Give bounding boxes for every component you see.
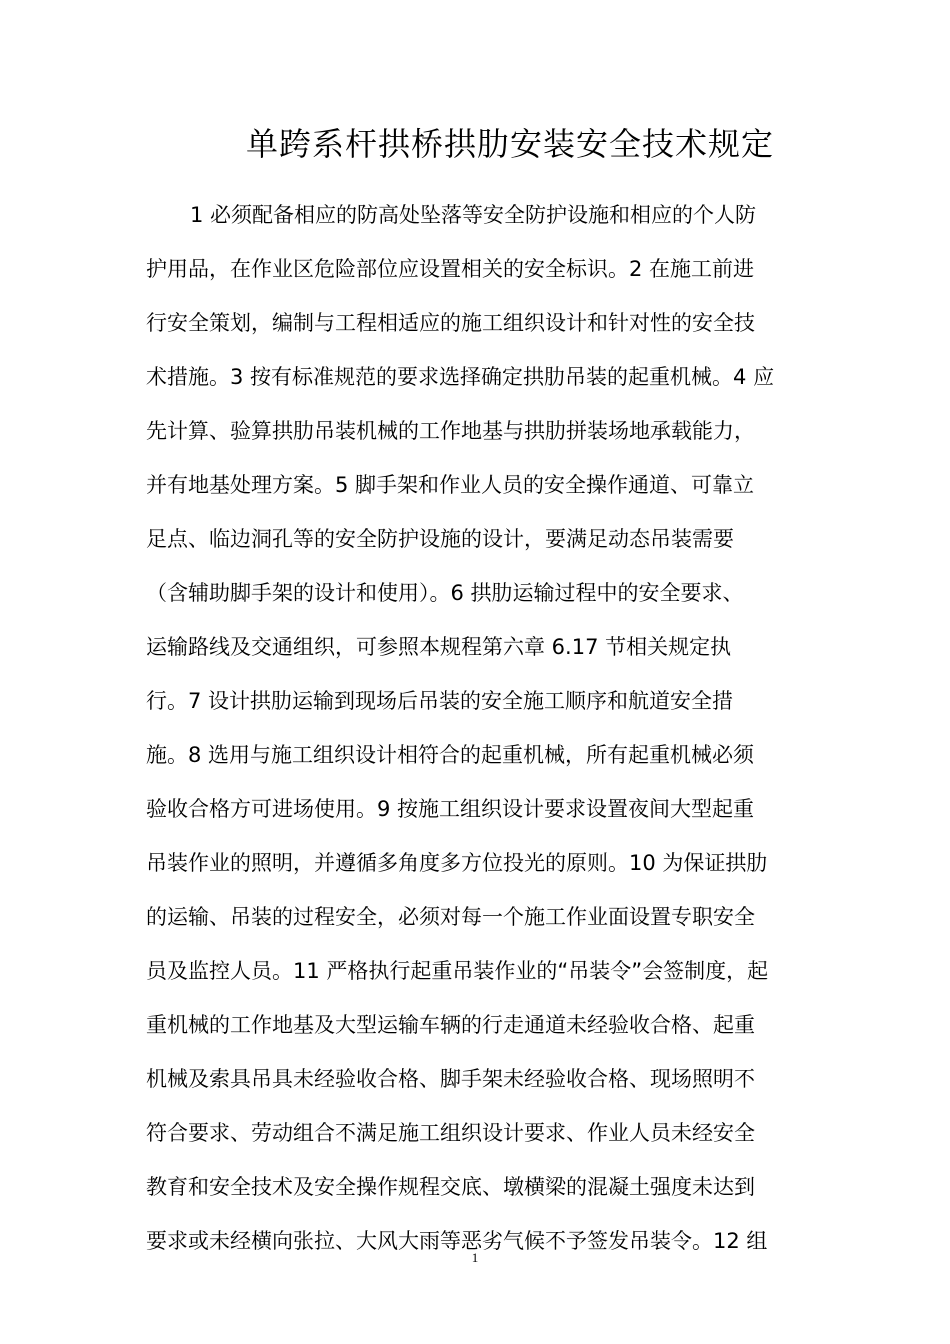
text-line: 机械及索具吊具未经验收合格、脚手架未经验收合格、现场照明不: [146, 1067, 755, 1091]
text-line: 1 必须配备相应的防高处坠落等安全防护设施和相应的个人防: [190, 203, 757, 227]
text-line: 的运输、吊装的过程安全，必须对每一个施工作业面设置专职安全: [146, 905, 755, 929]
text-line: 行安全策划，编制与工程相适应的施工组织设计和针对性的安全技: [146, 311, 755, 335]
text-line: 教育和安全技术及安全操作规程交底、墩横梁的混凝土强度未达到: [146, 1175, 755, 1199]
text-line: 运输路线及交通组织，可参照本规程第六章 6.17 节相关规定执: [146, 635, 732, 659]
text-line: 要求或未经横向张拉、大风大雨等恶劣气候不予签发吊装令。12 组: [146, 1229, 768, 1253]
text-line: 员及监控人员。11 严格执行起重吊装作业的“吊装令”会签制度，起: [146, 959, 769, 983]
text-line: 重机械的工作地基及大型运输车辆的行走通道未经验收合格、起重: [146, 1013, 755, 1037]
text-line: 并有地基处理方案。5 脚手架和作业人员的安全操作通道、可靠立: [146, 473, 755, 497]
text-line: 符合要求、劳动组合不满足施工组织设计要求、作业人员未经安全: [146, 1121, 755, 1145]
document-title: 单跨系杆拱桥拱肋安装安全技术规定: [245, 125, 774, 163]
text-line: （含辅助脚手架的设计和使用）。6 拱肋运输过程中的安全要求、: [146, 581, 744, 605]
text-line: 先计算、验算拱肋吊装机械的工作地基与拱肋拼装场地承载能力，: [146, 419, 755, 443]
text-line: 验收合格方可进场使用。9 按施工组织设计要求设置夜间大型起重: [146, 797, 755, 821]
text-line: 术措施。3 按有标准规范的要求选择确定拱肋吊装的起重机械。4 应: [146, 365, 775, 389]
text-line: 施。8 选用与施工组织设计相符合的起重机械，所有起重机械必须: [146, 743, 755, 767]
text-line: 行。7 设计拱肋运输到现场后吊装的安全施工顺序和航道安全措: [146, 689, 734, 713]
text-line: 护用品，在作业区危险部位应设置相关的安全标识。2 在施工前进: [146, 257, 755, 281]
body-text: [146, 188, 816, 1268]
text-line: 吊装作业的照明，并遵循多角度多方位投光的原则。10 为保证拱肋: [146, 851, 768, 875]
page-number: 1: [471, 1250, 479, 1265]
text-line: 足点、临边洞孔等的安全防护设施的设计，要满足动态吊装需要: [146, 527, 734, 551]
